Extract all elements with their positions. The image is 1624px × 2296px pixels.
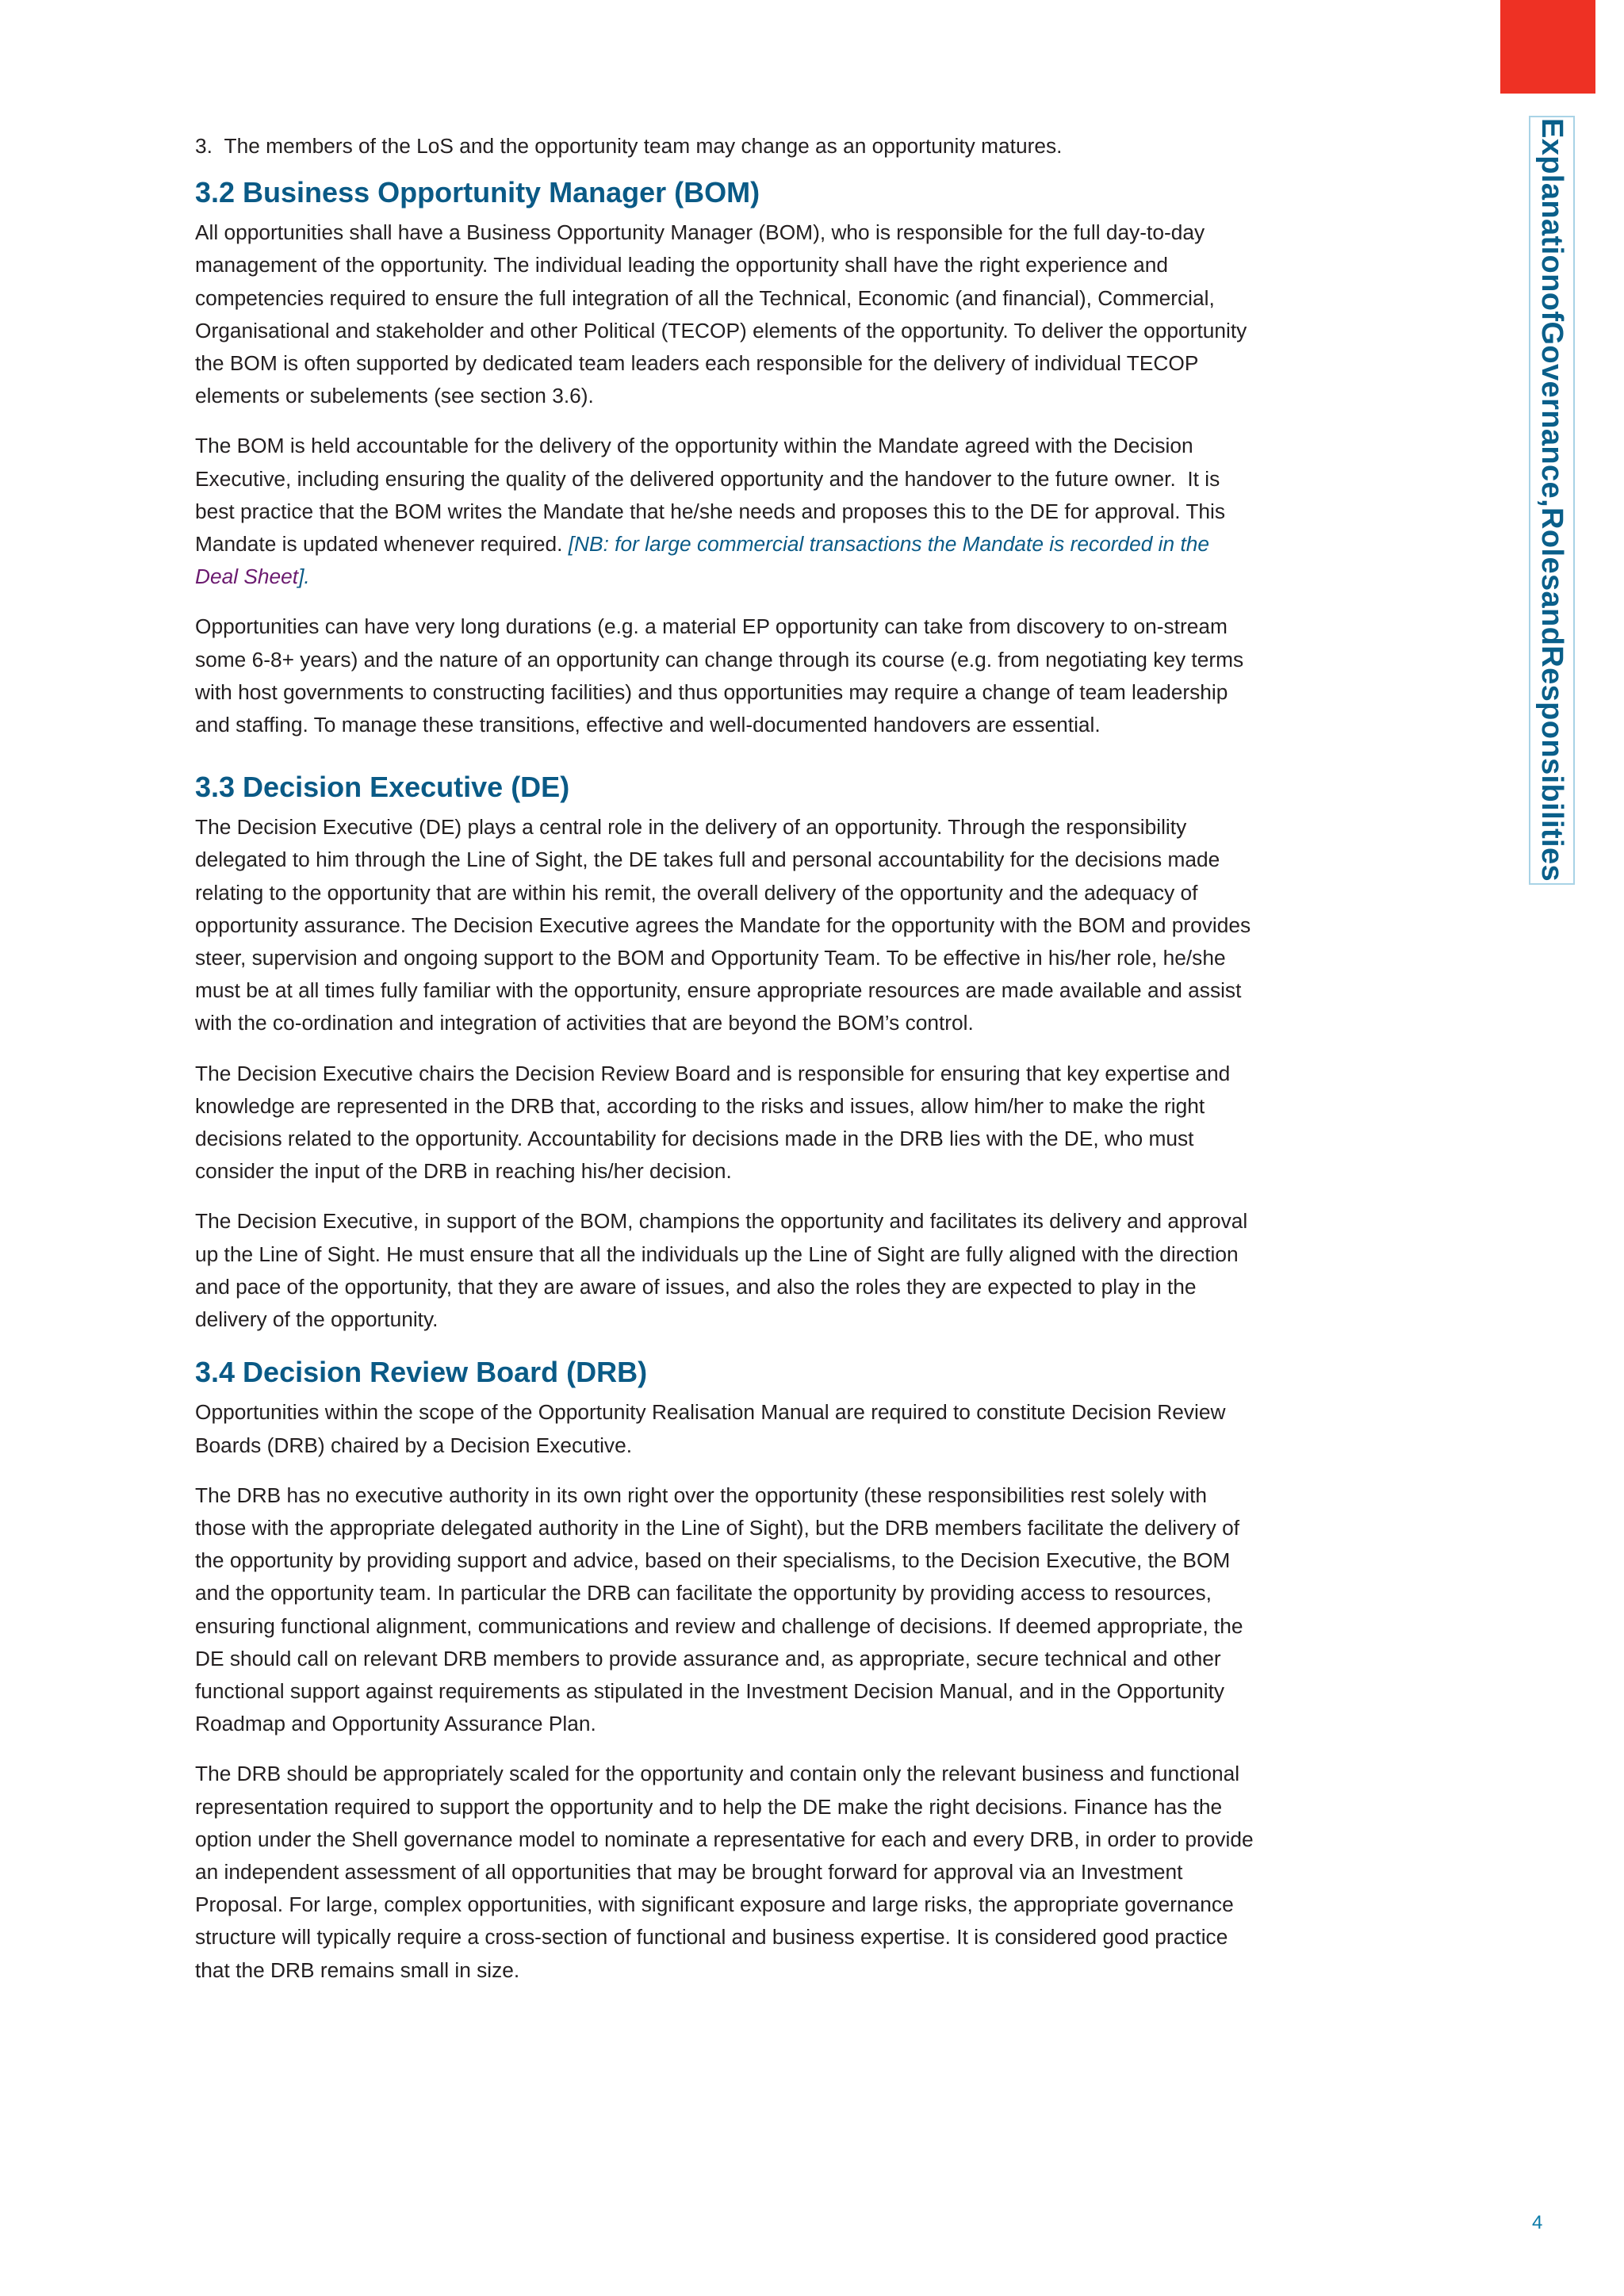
heading-de: 3.3 Decision Executive (DE) (195, 771, 570, 804)
bom-paragraph-2 (195, 430, 1258, 593)
drb-paragraph-2: The DRB has no executive authority in its own right over the opportunity (these responsibilities rest solely with those with the appropriate delegated authority in the Line of Sight), but the DRB members facilitate the delivery of the opportunity by providing support and advice, based on their specialisms, to the Decision Executive, the BOM and the opportunity team. In particular the DRB can facilitate the opportunity by providing access to resources, ensuring functional alignment, communications and review and challenge of decisions. If deemed appropriate, the DE should call on relevant DRB members to provide assurance and, as appropriate, secure technical and other functional support against requirements as stipulated in the Investment Decision Manual, and in the Opportunity Roadmap and Opportunity Assurance Plan. (195, 1483, 1243, 1736)
bom-paragraph-1: All opportunities shall have a Business Opportunity Manager (BOM), who is responsible for the full day-to-day management of the opportunity. The individual leading the opportunity shall have the right experience and competencies required to ensure the full integration of all the Technical, Economic (and financial), Commercial, Organisational and stakeholder and other Political (TECOP) elements of the opportunity. To deliver the opportunity the BOM is often supported by dedicated team leaders each responsible for the delivery of individual TECOP elements or subelements (see section 3.6). (195, 220, 1247, 408)
drb-paragraph-3: The DRB should be appropriately scaled for the opportunity and contain only the relevant business and functional representation required to support the opportunity and to help the DE make the right decisions. Finance has the option under the Shell governance model to nominate a representative for each and every DRB, in order to provide an independent assessment of all opportunities that may be brought forward for approval via an Investment Proposal. For large, complex opportunities, with significant exposure and large risks, the appropriate governance structure will typically require a cross-section of functional and business expertise. It is considered good practice that the DRB remains small in size. (195, 1762, 1254, 1982)
bom-note-prefix: [NB: for large commercial transactions the Mandate is recorded in the (568, 532, 1210, 557)
deal-sheet-link[interactable]: Deal Sheet (195, 564, 299, 589)
bom-note-suffix: ]. (298, 564, 310, 589)
sidebar-section-title: ExplanationofGovernance,RolesandResponsibilities (1535, 118, 1568, 882)
bom-paragraph-2-text: The BOM is held accountable for the delivery of the opportunity within the Mandate agreed with the Decision Executive, including ensuring the quality of the delivered opportunity and the handover to the future owner. It is best practice that the BOM writes the Mandate that he/she needs and proposes this to the DE for approval. This Mandate is updated whenever required. (195, 434, 1226, 557)
intro-list-item: 3. The members of the LoS and the opportunity team may change as an opportunity matures. (195, 134, 1063, 158)
bom-paragraph-3: Opportunities can have very long durations (e.g. a material EP opportunity can take from discovery to on-stream some 6-8+ years) and the nature of an opportunity can change through its course (e.g. from negotiating key terms with host governments to constructing facilities) and thus opportunities may require a change of team leadership and staffing. To manage these transitions, effective and well-documented handovers are essential. (195, 614, 1244, 737)
de-paragraph-2: The Decision Executive chairs the Decision Review Board and is responsible for ensuring that key expertise and knowledge are represented in the DRB that, according to the risks and issues, allow him/her to make the right decisions related to the opportunity. Accountability for decisions made in the DRB lies with the DE, who must consider the input of the DRB in reaching his/her decision. (195, 1061, 1231, 1184)
page-number: 4 (1532, 2212, 1543, 2233)
page-content (195, 130, 1258, 2004)
heading-bom: 3.2 Business Opportunity Manager (BOM) (195, 176, 760, 209)
heading-drb: 3.4 Decision Review Board (DRB) (195, 1356, 648, 1389)
de-paragraph-1: The Decision Executive (DE) plays a central role in the delivery of an opportunity. Through the responsibility delegated to him through the Line of Sight, the DE takes full and personal accountability for the decisions made relating to the opportunity that are within his remit, the overall delivery of the opportunity and the adequacy of opportunity assurance. The Decision Executive agrees the Mandate for the opportunity with the BOM and provides steer, supervision and ongoing support to the BOM and Opportunity Team. To be effective in his/her role, he/she must be at all times fully familiar with the opportunity, ensure appropriate resources are made available and assist with the co-ordination and integration of activities that are beyond the BOM’s control. (195, 815, 1251, 1035)
drb-paragraph-1: Opportunities within the scope of the Opportunity Realisation Manual are required to constitute Decision Review Boards (DRB) chaired by a Decision Executive. (195, 1400, 1226, 1457)
de-paragraph-3: The Decision Executive, in support of the BOM, champions the opportunity and facilitates its delivery and approval up the Line of Sight. He must ensure that all the individuals up the Line of Sight are fully aligned with the direction and pace of the opportunity, that they are aware of issues, and also the roles they are expected to play in the delivery of the opportunity. (195, 1209, 1248, 1332)
red-corner-tab (1500, 0, 1595, 94)
